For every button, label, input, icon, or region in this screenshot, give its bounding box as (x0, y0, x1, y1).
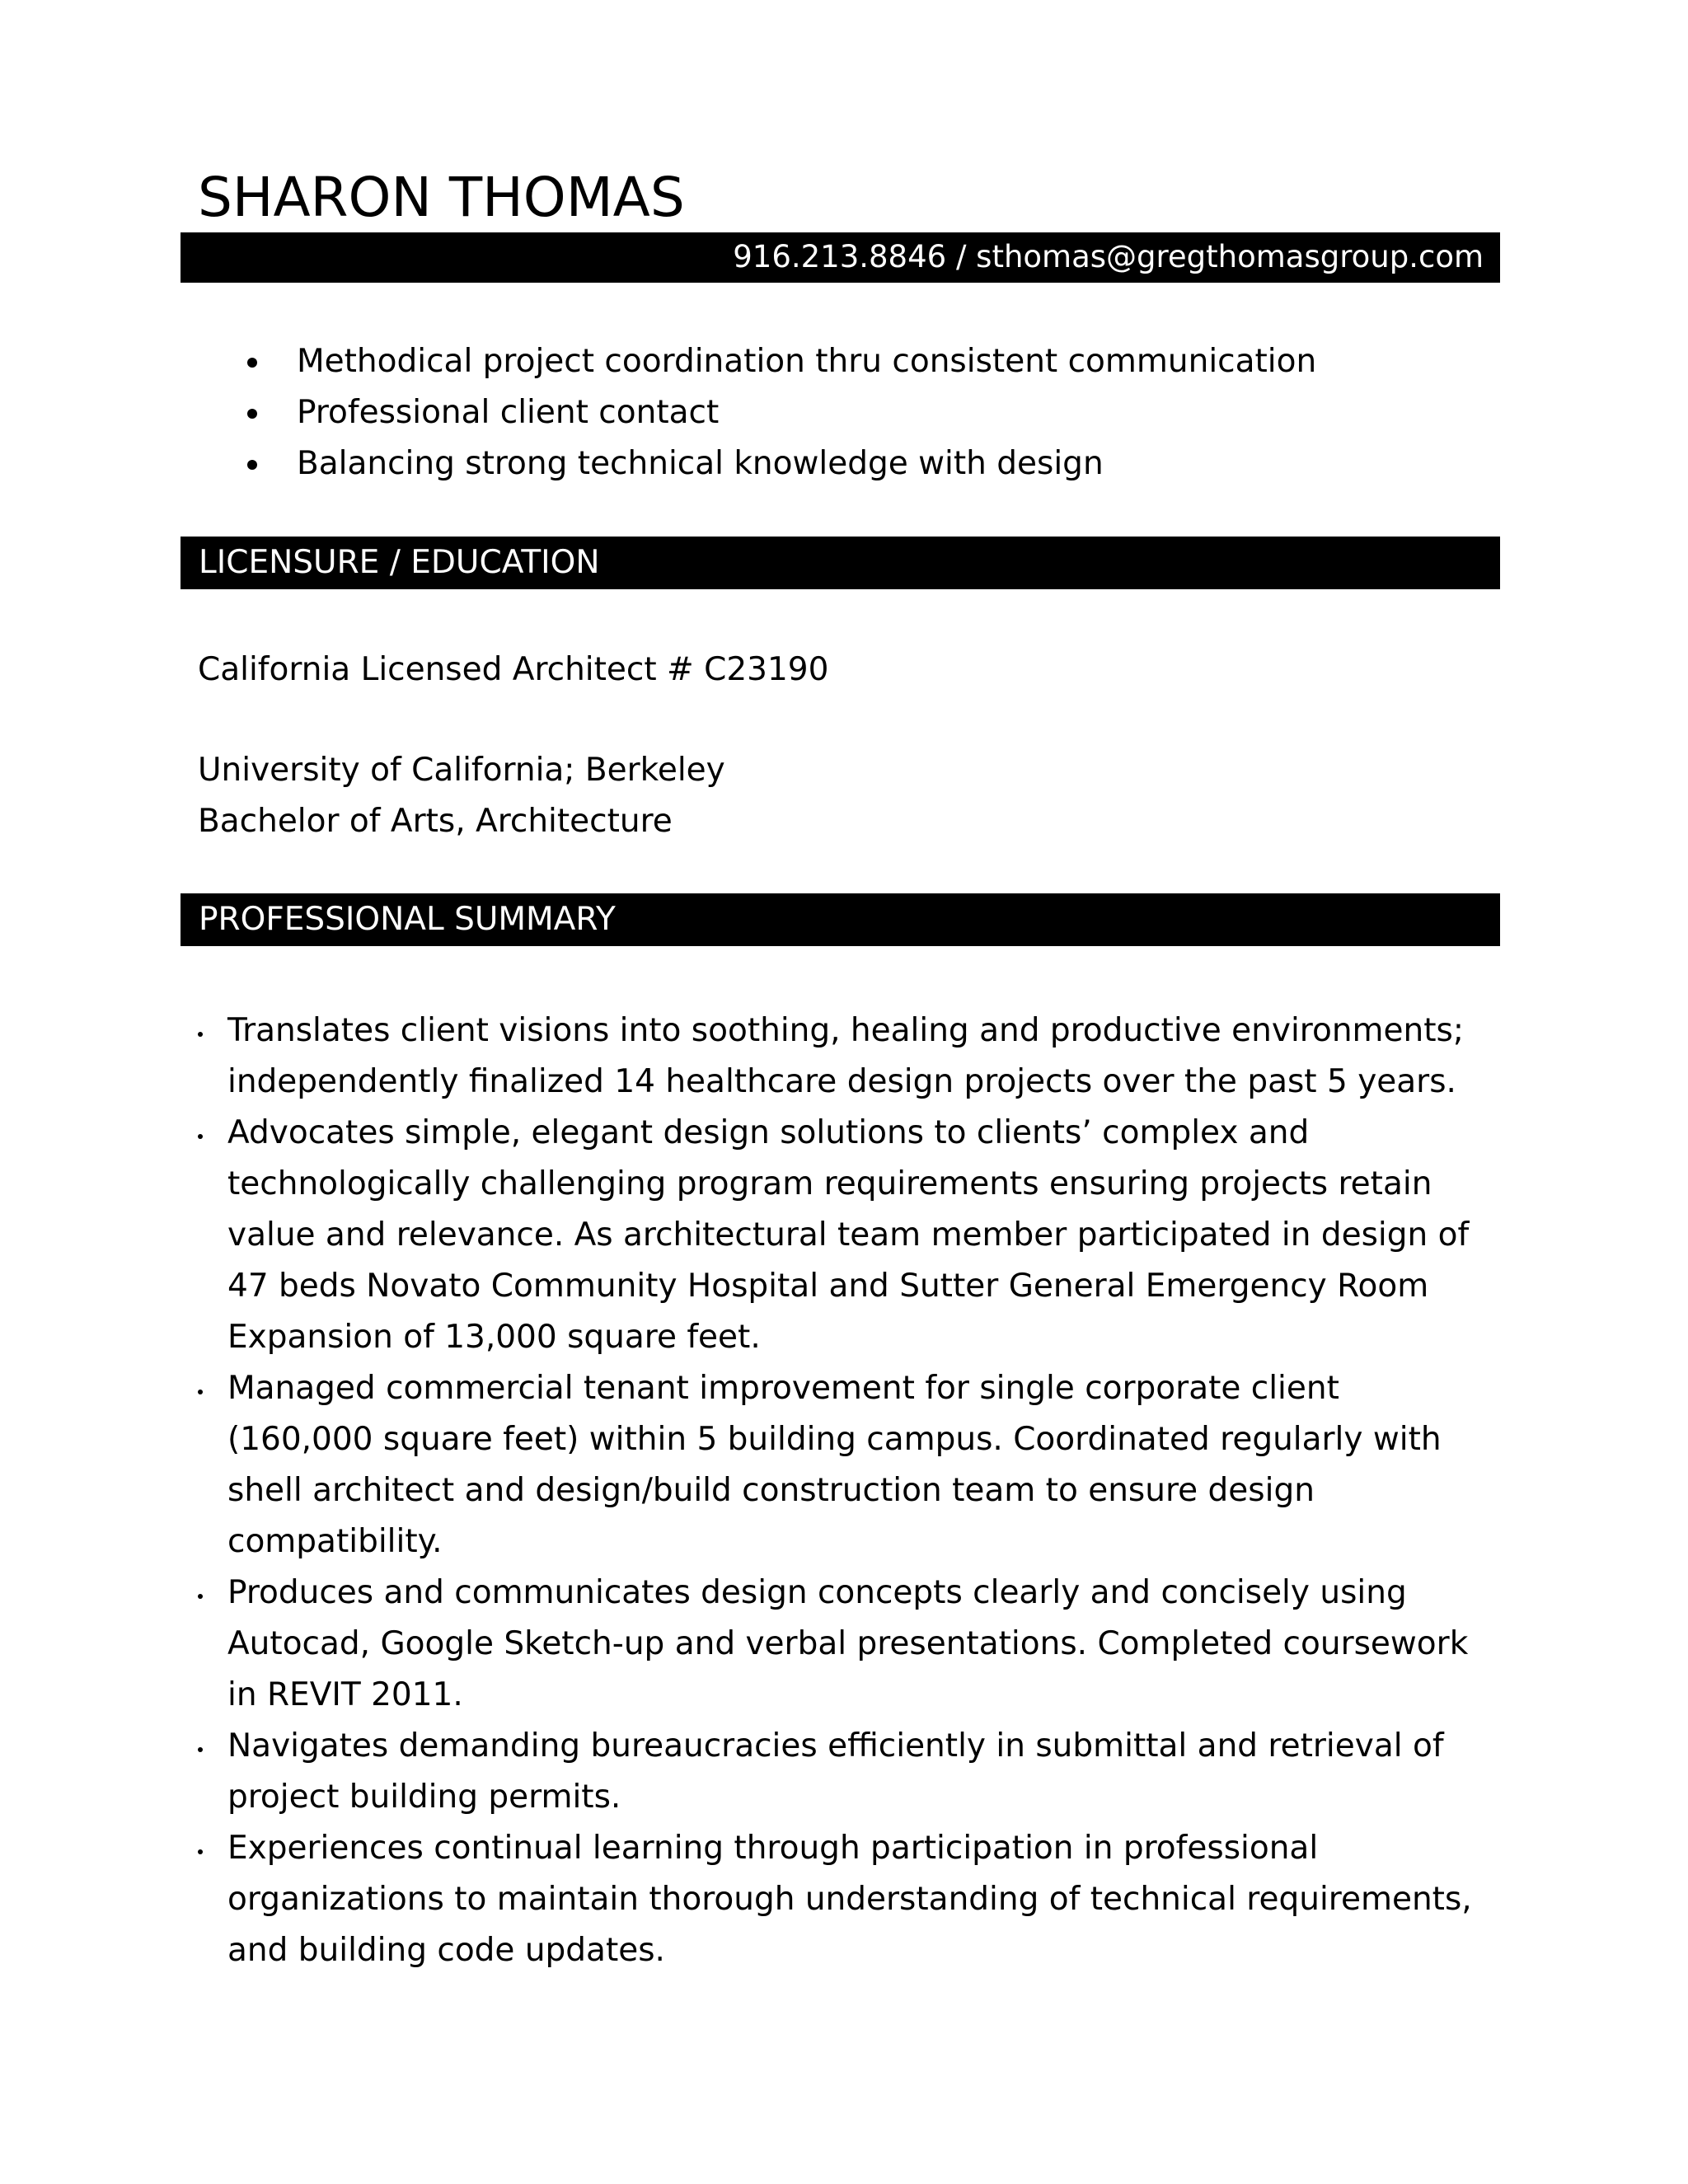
school-line: University of California; Berkeley (198, 752, 725, 789)
summary-item: Managed commercial tenant improvement for single corporate client (160,000 square feet) within 5 building campus. Coordinated regularly with shell architect and design/build construction team to ensure design compatibility. (198, 1363, 1484, 1568)
degree-line: Bachelor of Arts, Architecture (198, 803, 673, 840)
summary-item: Navigates demanding bureaucracies efficiently in submittal and retrieval of project building permits. (198, 1721, 1484, 1823)
summary-list (198, 1005, 1484, 1976)
education-heading: LICENSURE / EDUCATION (199, 544, 600, 581)
license-line: California Licensed Architect # C23190 (198, 651, 829, 688)
highlight-item: Professional client contact (247, 387, 1316, 438)
education-section-header (181, 537, 1500, 589)
summary-section-header (181, 893, 1500, 946)
highlight-item: Methodical project coordination thru consistent communication (247, 336, 1316, 387)
summary-item: Produces and communicates design concepts clearly and concisely using Autocad, Google Sketch-up and verbal presentations. Completed coursework in REVIT 2011. (198, 1568, 1484, 1721)
summary-item: Translates client visions into soothing, healing and productive environments; independently finalized 14 healthcare design projects over the past 5 years. (198, 1005, 1484, 1108)
candidate-name: SHARON THOMAS (198, 166, 685, 229)
contact-info: 916.213.8846 / sthomas@gregthomasgroup.com (733, 239, 1484, 274)
summary-item: Advocates simple, elegant design solutions to clients’ complex and technologically challenging program requirements ensuring projects retain value and relevance. As architectural team member participated in design of 47 beds Novato Community Hospital and Sutter General Emergency Room Expansion of 13,000 square feet. (198, 1108, 1484, 1363)
summary-heading: PROFESSIONAL SUMMARY (199, 901, 616, 938)
highlights-list (247, 336, 1316, 490)
contact-bar (181, 232, 1500, 283)
summary-item: Experiences continual learning through participation in professional organizations to maintain thorough understanding of technical requirements, and building code updates. (198, 1823, 1484, 1976)
highlight-item: Balancing strong technical knowledge with design (247, 438, 1316, 490)
